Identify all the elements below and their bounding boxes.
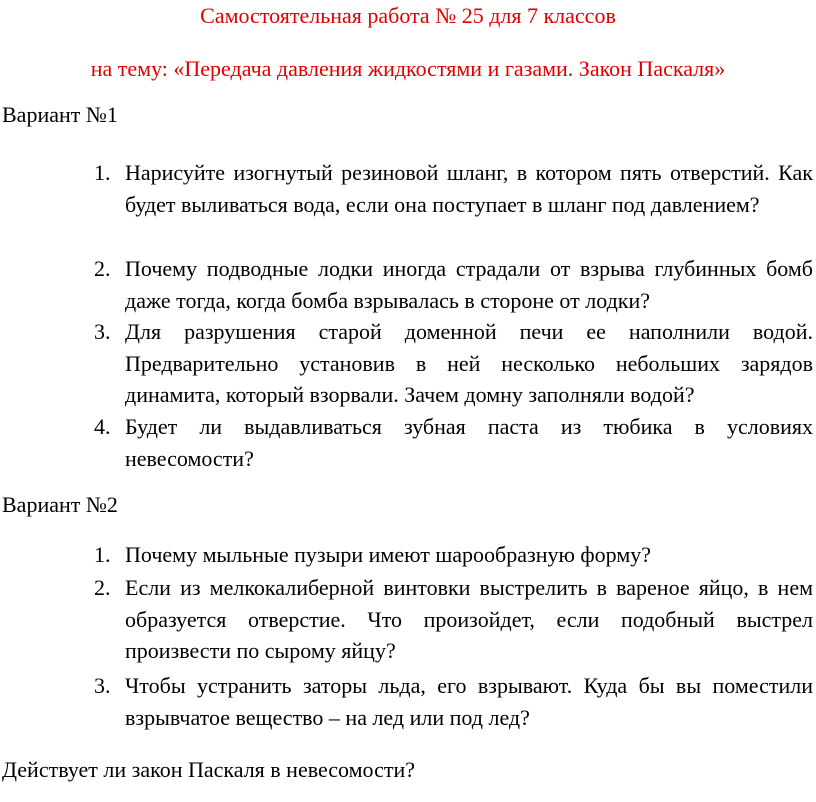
final-question: Действует ли закон Паскаля в невесомости?	[2, 757, 416, 782]
question-text: Чтобы устранить заторы льда, его взрывают. Куда бы вы поместили взрывчатое вещество – на лед или под лед?	[125, 673, 813, 730]
question-number: 2.	[94, 575, 111, 600]
title-line-2: на тему: «Передача давления жидкостями и газами. Закон Паскаля»	[90, 56, 726, 81]
question-number: 2.	[94, 256, 111, 281]
variant-1-heading: Вариант №1	[2, 102, 118, 127]
question-number: 4.	[94, 414, 111, 439]
question-text: Почему подводные лодки иногда страдали от взрыва глубинных бомб даже тогда, когда бомба взрывалась в стороне от лодки?	[125, 256, 813, 313]
variant-2-heading: Вариант №2	[2, 492, 118, 517]
question-text: Почему мыльные пузыри имеют шарообразную форму?	[125, 542, 652, 567]
title-line-1: Самостоятельная работа № 25 для 7 классов	[200, 3, 616, 28]
question-number: 3.	[94, 673, 111, 698]
question-text: Будет ли выдавливаться зубная паста из тюбика в условиях невесомости?	[125, 414, 813, 471]
question-number: 3.	[94, 319, 111, 344]
question-number: 1.	[94, 542, 111, 567]
question-number: 1.	[94, 160, 111, 185]
question-text: Нарисуйте изогнутый резиновой шланг, в котором пять отверстий. Как будет выливаться вода, если она поступает в шланг под давлением?	[125, 160, 813, 217]
question-text: Для разрушения старой доменной печи ее наполнили водой. Предварительно установив в ней несколько небольших зарядов динамита, который взорвали. Зачем домну заполняли водой?	[125, 319, 813, 408]
question-text: Если из мелкокалиберной винтовки выстрелить в вареное яйцо, в нем образуется отверстие. Что произойдет, если подобный выстрел произвести по сырому яйцу?	[125, 575, 813, 664]
